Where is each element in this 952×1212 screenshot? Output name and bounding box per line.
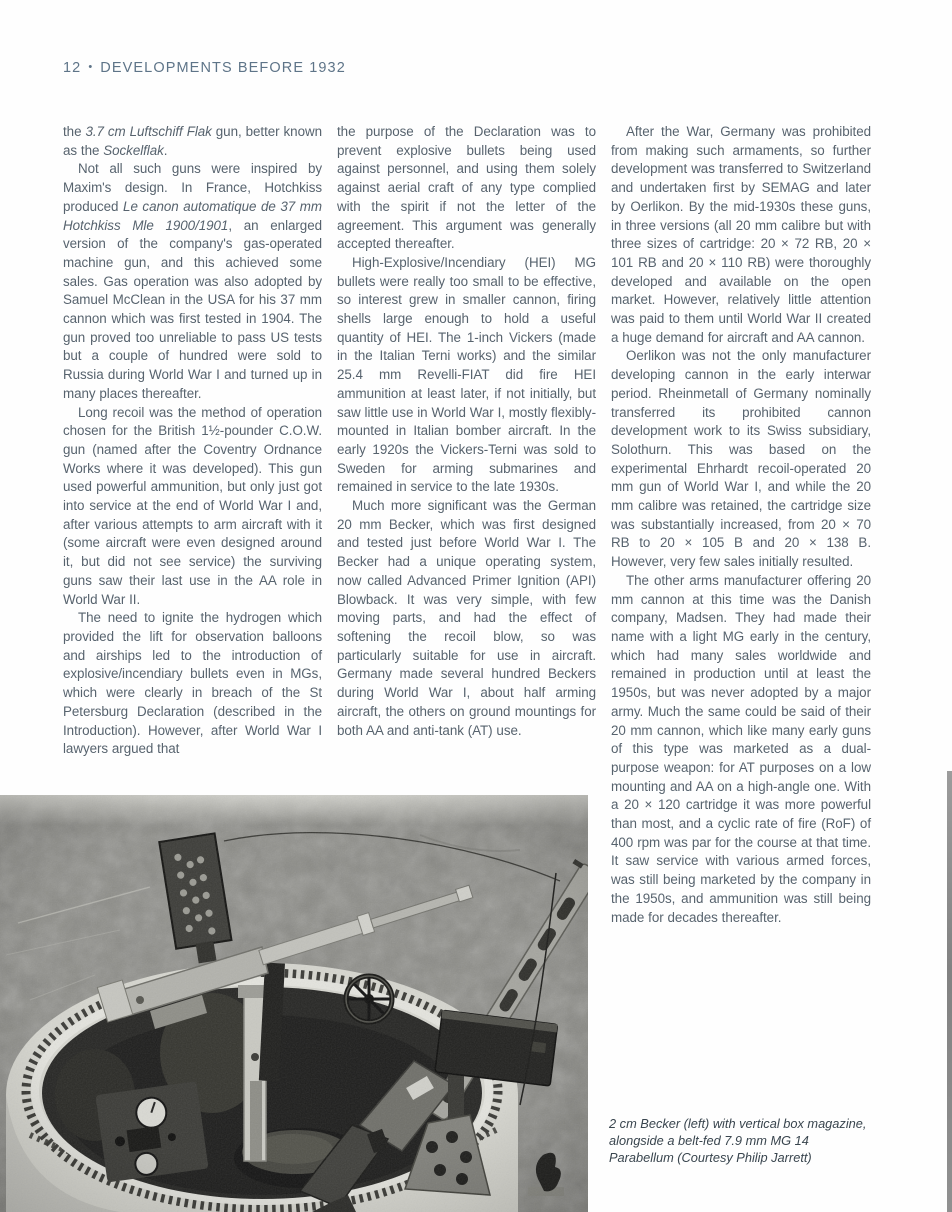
paragraph: Much more significant was the German 20 mm Becker, which was first designed and tested just before World War I. The Becker had a unique operating system, now called Advanced Primer Ignition (API) Blowback. It was very simple, with few moving parts, and had the effect of softening the recoil blow, so was particularly suitable for use in aircraft. Germany made several hundred Beckers during World War I, about half arming aircraft, the others on ground mountings for both AA and anti-tank (AT) use. bbox=[337, 498, 596, 738]
paragraph: Not all such guns were inspired by Maxim's design. In France, Hotchkiss produced Le canon automatique de 37 mm Hotchkiss Mle 1900/1901, an enlarged version of the company's gas-operated machine gun, and this achieved some sales. Gas operation was also adopted by Samuel McClean in the USA for his 37 mm cannon which was first tested in 1904. The gun proved too unreliable to pass US tests but a couple of hundred were sold to Russia during World War I and turned up in many places thereafter. bbox=[63, 161, 322, 401]
page-number: 12 bbox=[63, 60, 82, 76]
header-bullet-separator: • bbox=[88, 61, 94, 73]
photo-vignette bbox=[0, 795, 588, 1212]
page-edge-artifact bbox=[947, 771, 952, 1212]
text-column-2 bbox=[337, 123, 596, 740]
photo-image bbox=[0, 795, 588, 1212]
paragraph: the 3.7 cm Luftschiff Flak gun, better known as the Sockelflak. bbox=[63, 124, 322, 158]
text-column-3 bbox=[611, 123, 871, 927]
paragraph: High-Explosive/Incendiary (HEI) MG bullets were really too small to be effective, so interest grew in smaller cannon, firing shells large enough to hold a useful quantity of HEI. The 1-inch Vickers (made in the Italian Terni works) and the similar 25.4 mm Revelli-FIAT did fire HEI ammunition at least later, if not initially, but saw little use in World War I, mostly flexibly-mounted in Italian bomber aircraft. In the early 1920s the Vickers-Terni was sold to Sweden for arming submarines and remained in service to the late 1930s. bbox=[337, 254, 596, 495]
figure-caption: 2 cm Becker (left) with vertical box magazine, alongside a belt-fed 7.9 mm MG 14 Parabellum (Courtesy Philip Jarrett) bbox=[609, 1116, 867, 1165]
paragraph: the purpose of the Declaration was to prevent explosive bullets being used against personnel, and using them solely against aerial craft of any type complied with the spirit if not the letter of the agreement. This argument was generally accepted thereafter. bbox=[337, 124, 596, 252]
figure-photo bbox=[0, 795, 588, 1212]
paragraph: After the War, Germany was prohibited from making such armaments, so further development was transferred to Switzerland and undertaken first by SEMAG and later by Oerlikon. By the mid-1930s these guns, in three versions (all 20 mm calibre but with three sizes of cartridge: 20 × 72 RB, 20 × 101 RB and 20 × 110 RB) were thoroughly developed and available on the open market. However, relatively little attention was paid to them until World War II created a huge demand for aircraft and AA cannon. bbox=[611, 124, 871, 345]
paragraph: The other arms manufacturer offering 20 mm cannon at this time was the Danish company, Madsen. They had made their name with a light MG early in the century, which had many sales worldwide and remained in production until at least the 1950s, but was never adopted by a major army. Much the same could be said of their 20 mm cannon, which like many early guns of this type was marketed as a dual-purpose weapon: for AT purposes on a low mounting and AA on a high-angle one. With a 20 × 120 cartridge it was more powerful than most, and a cyclic rate of fire (RoF) of 400 rpm was par for the course at that time. It saw service with various armed forces, was still being marketed by the company in the 1950s, and ammunition was still being made for decades thereafter. bbox=[611, 572, 871, 925]
paragraph: The need to ignite the hydrogen which provided the lift for observation balloons and airships led to the introduction of explosive/incendiary bullets even in MGs, which were clearly in breach of the St Petersburg Declaration (described in the Introduction). However, after World War I lawyers argued that bbox=[63, 610, 322, 757]
text-column-1 bbox=[63, 123, 322, 759]
paragraph: Oerlikon was not the only manufacturer developing cannon in the early interwar period. Rheinmetall of Germany nominally transferred its prohibited cannon development work to its Swiss subsidiary, Solothurn. This was based on the experimental Ehrhardt recoil-operated 20 mm gun of World War I, and while the 20 mm calibre was retained, the cartridge size was substantially increased, from 20 × 70 RB to 20 × 105 B and 20 × 138 B. However, very few sales initially resulted. bbox=[611, 348, 871, 570]
chapter-title: DEVELOPMENTS BEFORE 1932 bbox=[100, 60, 346, 76]
running-header bbox=[63, 60, 346, 76]
paragraph: Long recoil was the method of operation chosen for the British 1½-pounder C.O.W. gun (named after the Coventry Ordnance Works where it was developed). This gun used powerful ammunition, but only just got into service at the end of World War I and, after various attempts to arm aircraft with it (some aircraft were even designed around it, but did not see service) the surviving guns saw their last use in the AA role in World War II. bbox=[63, 404, 322, 607]
